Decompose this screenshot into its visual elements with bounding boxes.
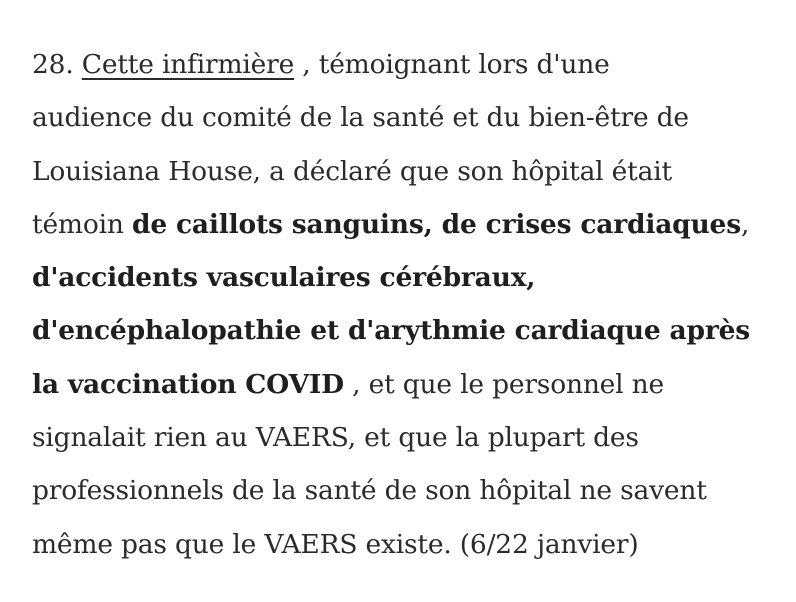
line-8: signalait rien au VAERS, et que la plupart des — [32, 422, 639, 454]
line-10: même pas que le VAERS existe. (6/22 janvier) — [32, 528, 639, 560]
bold-conditions-2: d'accidents vasculaires cérébraux, — [32, 262, 536, 294]
line-9: professionnels de la santé de son hôpital ne savent — [32, 475, 707, 507]
line-2: audience du comité de la santé et du bien-être de — [32, 102, 689, 134]
bold-conditions-1: de caillots sanguins, de crises cardiaques — [131, 208, 741, 240]
bold-vaccination: la vaccination COVID — [32, 368, 344, 400]
line-3: Louisiana House, a déclaré que son hôpital était — [32, 155, 672, 187]
line-4-text: témoin — [32, 208, 132, 240]
line-1-text: , témoignant lors d'une — [294, 49, 610, 80]
line-4 — [32, 198, 774, 251]
bold-conditions-3: d'encéphalopathie et d'arythmie cardiaque après — [32, 315, 750, 347]
line-4-comma: , — [740, 208, 750, 240]
line-7-text: , et que le personnel ne — [343, 368, 665, 400]
line-7 — [32, 358, 774, 411]
article-paragraph — [32, 38, 774, 571]
line-1 — [32, 38, 774, 91]
item-number: 28. — [32, 49, 74, 80]
nurse-testimony-link[interactable]: Cette infirmière — [81, 49, 295, 80]
